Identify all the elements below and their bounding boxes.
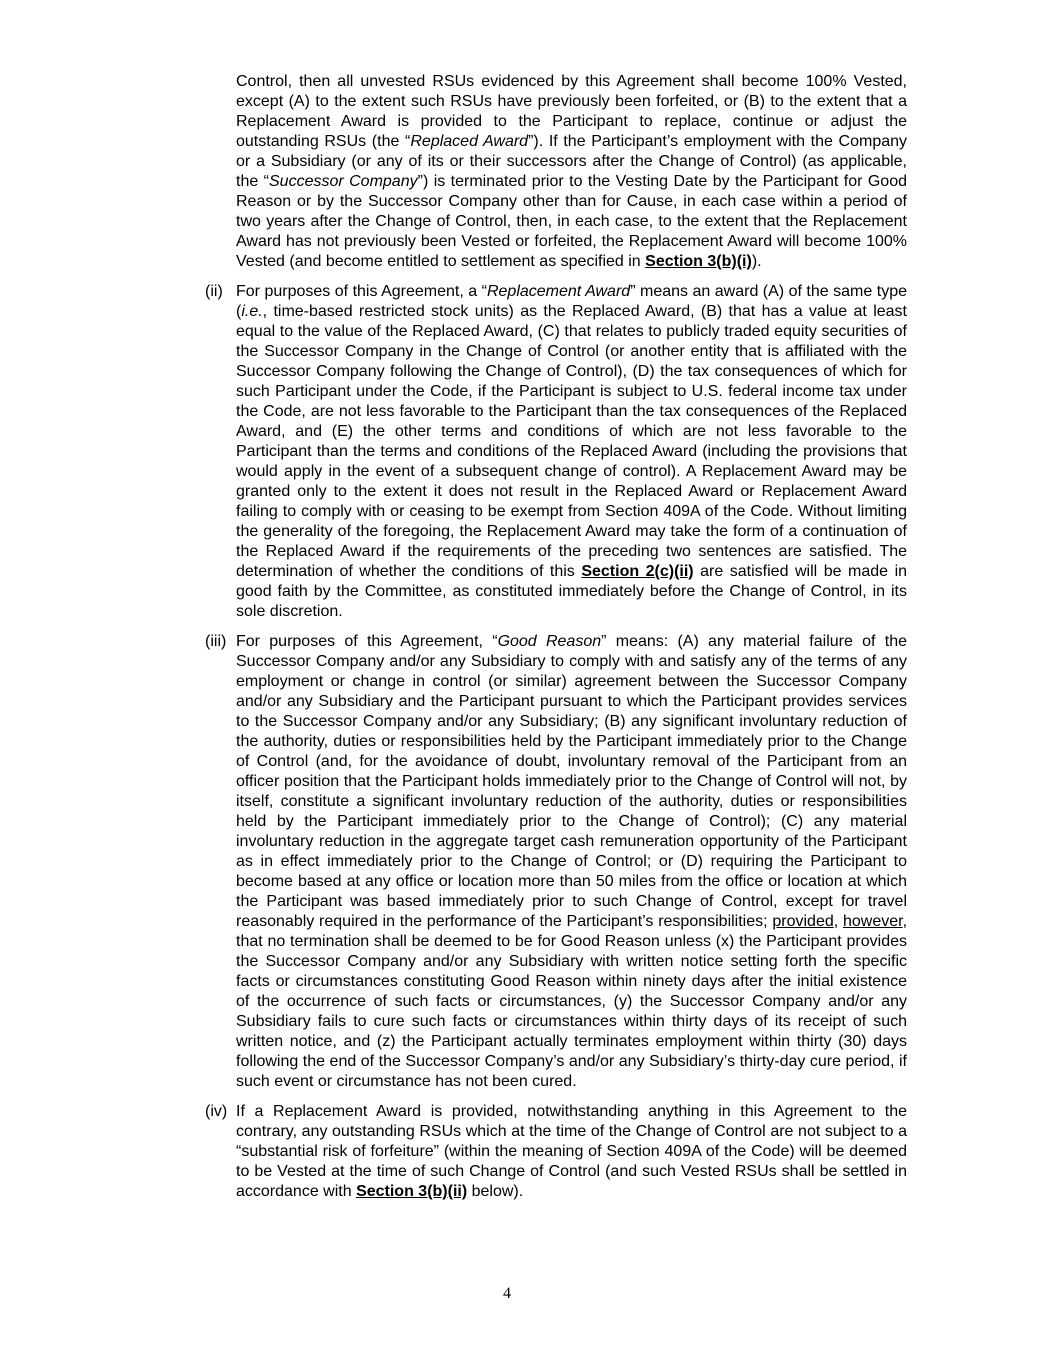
text-run: ” means: (A) any material failure of the Successor Company and/or any Subsidiary to comply with and satisfy any of the terms of any employment or change in control (or similar) agreement between the Successor Company and/or any Subsidiary and the Participant pursuant to which the Participant provides services to the Successor Company and/or any Subsidiary; (B) any significant involuntary reduction of the authority, duties or responsibilities held by the Participant immediately prior to the Change of Control (and, for the avoidance of doubt, involuntary removal of the Participant from an officer position that the Participant holds immediately prior to the Change of Control will not, by itself, constitute a significant involuntary reduction of the authority, duties or responsibilities held by the Participant immediately prior to the Change of Control); (C) any material involuntary reduction in the aggregate target cash remuneration opportunity of the Participant as in effect immediately prior to the Change of Control; or (D) requiring the Participant to become based at any office or location more than 50 miles from the office or location at which the Participant was based immediately prior to such Change of Control, except for travel reasonably required in the performance of the Participant’s responsibilities; xyxy=(236,633,907,930)
italic-term: Successor Company xyxy=(269,173,418,190)
paragraph xyxy=(205,282,907,622)
document-body xyxy=(205,72,907,1212)
text-run: are satisfied will be made in good faith by the Committee, as constituted immediately before the Change of Control, in its sole discretion. xyxy=(236,563,908,620)
text-run: If a Replacement Award is provided, notwithstanding anything in this Agreement to the contrary, any outstanding RSUs which at the time of the Change of Control are not subject to a “substantial risk of forfeiture” (within the meaning of Section 409A of the Code) will be deemed to be Vested at the time of such Change of Control (and such Vested RSUs shall be settled in accordance with xyxy=(236,1103,907,1200)
paragraph-text xyxy=(236,72,907,272)
text-run: below). xyxy=(467,1183,524,1200)
italic-term: Replaced Award xyxy=(410,133,529,150)
section-reference: Section 3(b)(i) xyxy=(645,253,752,270)
paragraph xyxy=(205,72,907,272)
paragraph-text xyxy=(236,632,907,1092)
text-run: Control, then all unvested RSUs evidenced by this Agreement shall become 100% Vested, except (A) to the extent such RSUs have previously been forfeited, or (B) to the extent that a Replacement Award is provided to the Participant to replace, continue or adjust the outstanding RSUs (the “ xyxy=(236,73,907,150)
text-run: ”) is terminated prior to the Vesting Date by the Participant for Good Reason or by the Successor Company other than for Cause, in each case within a period of two years after the Change of Control, then, in each case, to the extent that the Replacement Award has not previously been Vested or forfeited, the Replacement Award will become 100% Vested (and become entitled to settlement as specified in xyxy=(236,173,907,270)
paragraph-text xyxy=(236,282,907,622)
italic-term: Good Reason xyxy=(497,633,602,650)
text-run: ”). If the Participant’s employment with the Company or a Subsidiary (or any of its or their successors after the Change of Control) (as applicable, the “ xyxy=(236,133,908,190)
section-reference: Section 2(c)(ii) xyxy=(581,563,694,580)
text-run: ). xyxy=(751,253,762,270)
italic-term: Replacement Award xyxy=(486,283,631,300)
text-run: , that no termination shall be deemed to be for Good Reason unless (x) the Participant provides the Successor Company and/or any Subsidiary with written notice setting forth the specific facts or circumstances constituting Good Reason within ninety days after the initial existence of the occurrence of such facts or circumstances, (y) the Successor Company and/or any Subsidiary fails to cure such facts or circumstances within thirty days of its receipt of such written notice, and (z) the Participant actually terminates employment within thirty (30) days following the end of the Successor Company’s and/or any Subsidiary’s thirty-day cure period, if such event or circumstance has not been cured. xyxy=(236,913,908,1090)
paragraph-text xyxy=(236,1102,907,1202)
paragraph-label: (ii) xyxy=(205,283,223,300)
paragraph-label: (iii) xyxy=(205,633,227,650)
italic-term: i.e. xyxy=(241,303,263,320)
underlined-term: provided xyxy=(772,913,834,930)
text-run: , xyxy=(833,913,843,930)
paragraph xyxy=(205,632,907,1092)
paragraph-label: (iv) xyxy=(205,1103,228,1120)
text-run: ” means an award (A) of the same type ( xyxy=(236,283,907,320)
section-reference: Section 3(b)(ii) xyxy=(356,1183,468,1200)
paragraph xyxy=(205,1102,907,1202)
text-run: For purposes of this Agreement, a “ xyxy=(236,283,487,300)
paragraph-label xyxy=(205,72,236,272)
text-run: For purposes of this Agreement, “ xyxy=(236,633,498,650)
underlined-term: however xyxy=(842,913,903,930)
text-run: , time-based restricted stock units) as the Replaced Award, (B) that has a value at least equal to the value of the Replaced Award, (C) that relates to publicly traded equity securities of the Successor Company in the Change of Control (or another entity that is affiliated with the Successor Company following the Change of Control), (D) the tax consequences of which for such Participant under the Code, if the Participant is subject to U.S. federal income tax under the Code, are not less favorable to the Participant than the tax consequences of the Replaced Award, and (E) the other terms and conditions of which are not less favorable to the Participant than the terms and conditions of the Replaced Award (including the provisions that would apply in the event of a subsequent change of control). A Replacement Award may be granted only to the extent it does not result in the Replaced Award or Replacement Award failing to comply with or ceasing to be exempt from Section 409A of the Code. Without limiting the generality of the foregoing, the Replacement Award may take the form of a continuation of the Replaced Award if the requirements of the preceding two sentences are satisfied. The determination of whether the conditions of this xyxy=(236,303,907,580)
page-number: 4 xyxy=(503,1285,511,1302)
